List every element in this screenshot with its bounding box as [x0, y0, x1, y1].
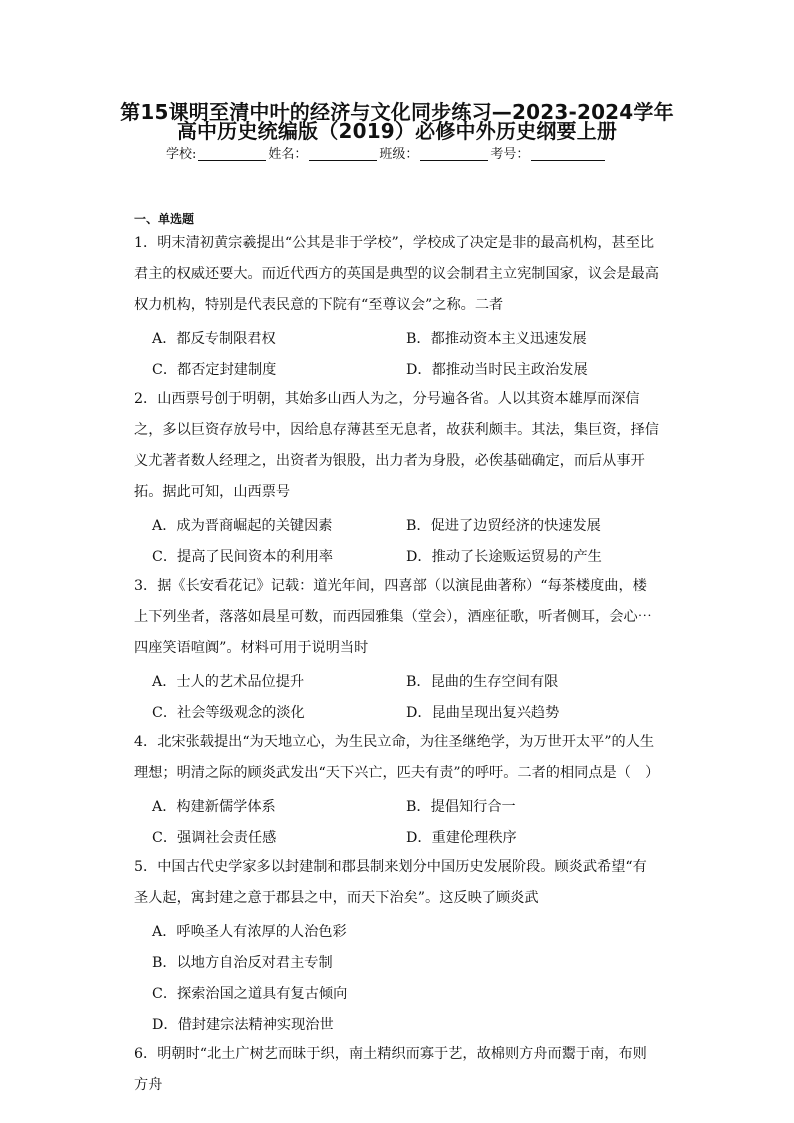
- question-3-text: 3．据《长安看花记》记载：道光年间，四喜部（以演昆曲著称）“每茶楼度曲，楼上下列坐者，落落如晨星可数，而西园雅集（堂会），酒座征歌，听者侧耳，会心⋯四座笑语喧阗”。材料可用于说明当时: [134, 578, 652, 656]
- exam-number-field[interactable]: [531, 146, 605, 161]
- page-title-line-1: 第15课明至清中叶的经济与文化同步练习—2023-2024学年: [120, 100, 674, 124]
- section-title: 一、单选题: [134, 212, 195, 226]
- class-field[interactable]: [420, 146, 488, 161]
- name-field[interactable]: [309, 146, 377, 161]
- question-1-option-a[interactable]: A．都反专制限君权: [152, 331, 276, 347]
- question-5-text: 5．中国古代史学家多以封建制和郡县制来划分中国历史发展阶段。顾炎武希望“有圣人起，寓封建之意于郡县之中，而天下治矣”。这反映了顾炎武: [134, 859, 647, 906]
- question-4-option-d[interactable]: D．重建伦理秩序: [406, 830, 517, 846]
- question-3-option-c[interactable]: C．社会等级观念的淡化: [152, 705, 305, 721]
- exam-number-label: 考号：: [490, 147, 530, 162]
- question-3-option-a[interactable]: A．士人的艺术品位提升: [152, 674, 305, 690]
- question-2-option-c[interactable]: C．提高了民间资本的利用率: [152, 549, 334, 565]
- school-label: 学校:: [166, 147, 197, 162]
- class-label: 班级：: [379, 147, 419, 162]
- question-5-option-c[interactable]: C．探索治国之道具有复古倾向: [152, 986, 348, 1002]
- question-5-option-b[interactable]: B．以地方自治反对君主专制: [152, 955, 333, 971]
- question-2-option-d[interactable]: D．推动了长途贩运贸易的产生: [406, 549, 602, 565]
- question-4-option-b[interactable]: B．提倡知行合一: [406, 799, 516, 815]
- question-2-option-b[interactable]: B．促进了边贸经济的快速发展: [406, 518, 601, 534]
- question-3-option-d[interactable]: D．昆曲呈现出复兴趋势: [406, 705, 560, 721]
- school-field[interactable]: [198, 146, 266, 161]
- question-4-option-c[interactable]: C．强调社会责任感: [152, 830, 277, 846]
- question-1-option-c[interactable]: C．都否定封建制度: [152, 362, 277, 378]
- student-info-row: [166, 143, 607, 162]
- question-4-option-a[interactable]: A．构建新儒学体系: [152, 799, 276, 815]
- question-4-text: 4．北宋张载提出“为天地立心，为生民立命，为往圣继绝学，为万世开太平”的人生理想；明清之际的顾炎武发出“天下兴亡，匹夫有责”的呼吁。二者的相同点是（ ）: [134, 734, 660, 781]
- question-3-option-b[interactable]: B．昆曲的生存空间有限: [406, 674, 559, 690]
- name-label: 姓名：: [268, 147, 308, 162]
- question-5-option-d[interactable]: D．借封建宗法精神实现治世: [152, 1017, 334, 1033]
- question-1-option-b[interactable]: B．都推动资本主义迅速发展: [406, 331, 587, 347]
- page-title-line-2: 高中历史统编版（2019）必修中外历史纲要上册: [176, 119, 618, 143]
- question-6-text: 6．明朝时“北土广树艺而昧于织，南土精织而寡于艺，故棉则方舟而鬻于南，布则方舟: [134, 1046, 647, 1093]
- question-1-option-d[interactable]: D．都推动当时民主政治发展: [406, 362, 588, 378]
- question-2-option-a[interactable]: A．成为晋商崛起的关键因素: [152, 518, 333, 534]
- question-1-text: 1．明末清初黄宗羲提出“公其是非于学校”，学校成了决定是非的最高机构，甚至比君主的权威还要大。而近代西方的英国是典型的议会制君主立宪制国家，议会是最高权力机构，特别是代表民意的下院有“至尊议会”之称。二者: [134, 235, 659, 313]
- question-2-text: 2．山西票号创于明朝，其始多山西人为之，分号遍各省。人以其资本雄厚而深信之，多以巨资存放号中，因给息存薄甚至无息者，故获利颇丰。其法，集巨资，择信义尤著者数人经理之，出资者为银股，出力者为身股，必俟基础确定，而后从事开拓。据此可知，山西票号: [134, 391, 659, 500]
- question-5-option-a[interactable]: A．呼唤圣人有浓厚的人治色彩: [152, 924, 347, 940]
